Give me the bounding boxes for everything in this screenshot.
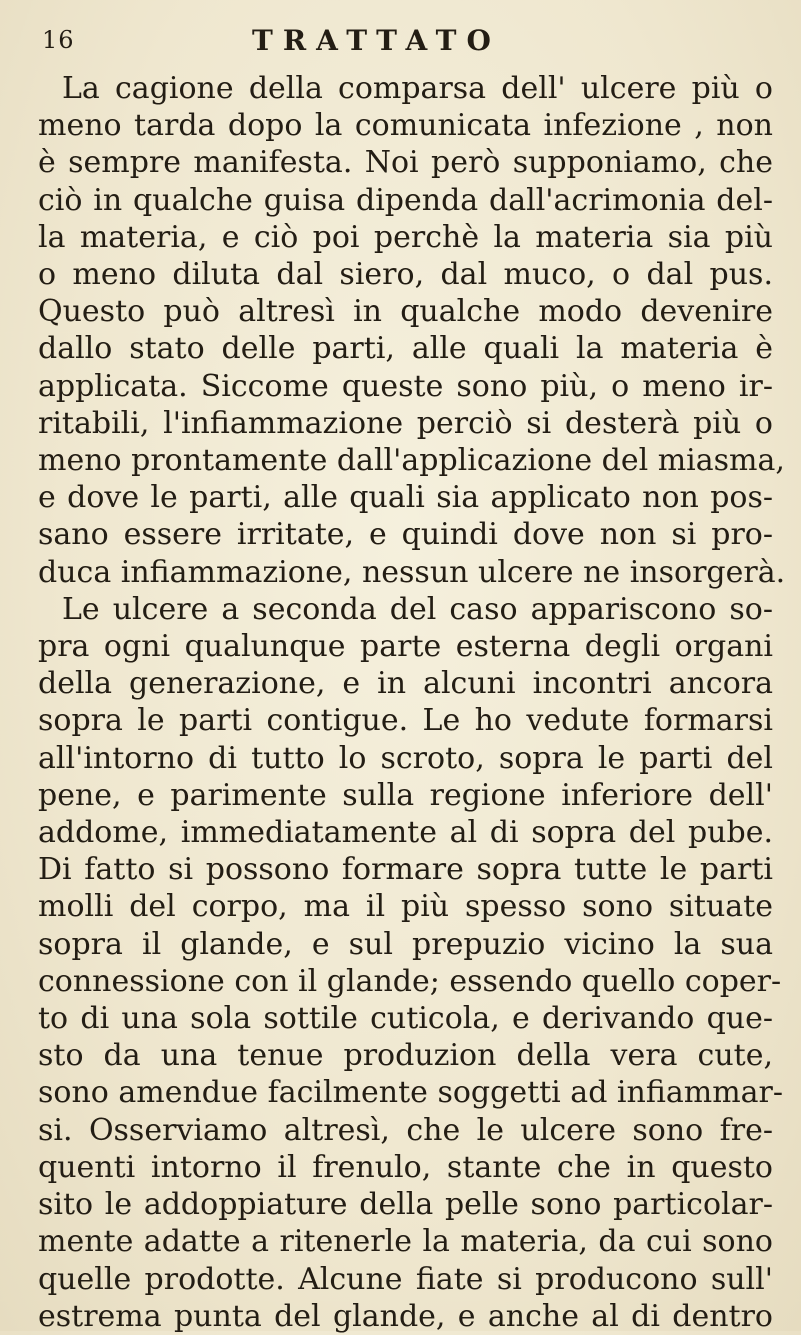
text-line: meno tarda dopo la comunicata infezione , non <box>38 108 773 144</box>
text-line: estrema punta del glande, e anche al di dentro <box>38 1298 773 1334</box>
text-line: la materia, e ciò poi perchè la materia sia più <box>38 219 773 255</box>
text-line: ritabili, l'infiammazione perciò si desterà più o <box>38 405 773 441</box>
text-line: sano essere irritate, e quindi dove non si pro- <box>38 517 773 553</box>
text-line: connessione con il glande; essendo quello coper- <box>38 963 782 999</box>
text-line: si. Osserviamo altresì, che le ulcere sono fre- <box>38 1112 773 1148</box>
text-line: La cagione della comparsa dell' ulcere più o <box>62 71 773 106</box>
text-line: Di fatto si possono formare sopra tutte le parti <box>38 852 773 888</box>
text-line: all'intorno di tutto lo scroto, sopra le parti del <box>38 740 773 776</box>
text-line: pene, e parimente sulla regione inferiore dell' <box>38 777 773 813</box>
text-line: quelle prodotte. Alcune fiate si producono sull' <box>38 1261 773 1297</box>
text-line: mente adatte a ritenerle la materia, da cui sono <box>38 1224 773 1260</box>
text-line: Questo può altresì in qualche modo devenire <box>38 294 773 330</box>
text-line: della generazione, e in alcuni incontri ancora <box>38 666 773 702</box>
page-header <box>42 26 742 62</box>
running-title: TRATTATO <box>252 24 501 57</box>
text-line: Le ulcere a seconda del caso appariscono so- <box>62 591 773 627</box>
text-line: to di una sola sottile cuticola, e derivando que- <box>38 1001 773 1037</box>
text-line: dallo stato delle parti, alle quali la materia è <box>38 331 773 367</box>
text-line: quenti intorno il frenulo, stante che in questo <box>38 1149 773 1185</box>
text-line: sopra il glande, e sul prepuzio vicino la sua <box>38 926 773 962</box>
text-line: meno prontamente dall'applicazione del miasma, <box>38 443 785 479</box>
text-line: o meno diluta dal siero, dal muco, o dal pus. <box>38 257 773 293</box>
body-text <box>38 70 786 1335</box>
text-line: sono amendue facilmente soggetti ad infiammar- <box>38 1075 784 1111</box>
text-line: sito le addoppiature della pelle sono particolar- <box>38 1187 773 1223</box>
text-line: addome, immediatamente al di sopra del pube. <box>38 815 773 851</box>
text-line: ciò in qualche guisa dipenda dall'acrimonia del- <box>38 182 773 218</box>
page-number: 16 <box>42 26 75 54</box>
text-line: applicata. Siccome queste sono più, o meno ir- <box>38 368 773 404</box>
text-line: sto da una tenue produzion della vera cute, <box>38 1038 773 1074</box>
text-line: molli del corpo, ma il più spesso sono situate <box>38 889 773 925</box>
text-line: duca infiammazione, nessun ulcere ne insorgerà. <box>38 554 786 590</box>
text-line: sopra le parti contigue. Le ho vedute formarsi <box>38 703 773 739</box>
text-line: pra ogni qualunque parte esterna degli organi <box>38 629 773 665</box>
text-line: è sempre manifesta. Noi però supponiamo, che <box>38 145 773 181</box>
text-line: e dove le parti, alle quali sia applicato non pos- <box>38 480 773 516</box>
